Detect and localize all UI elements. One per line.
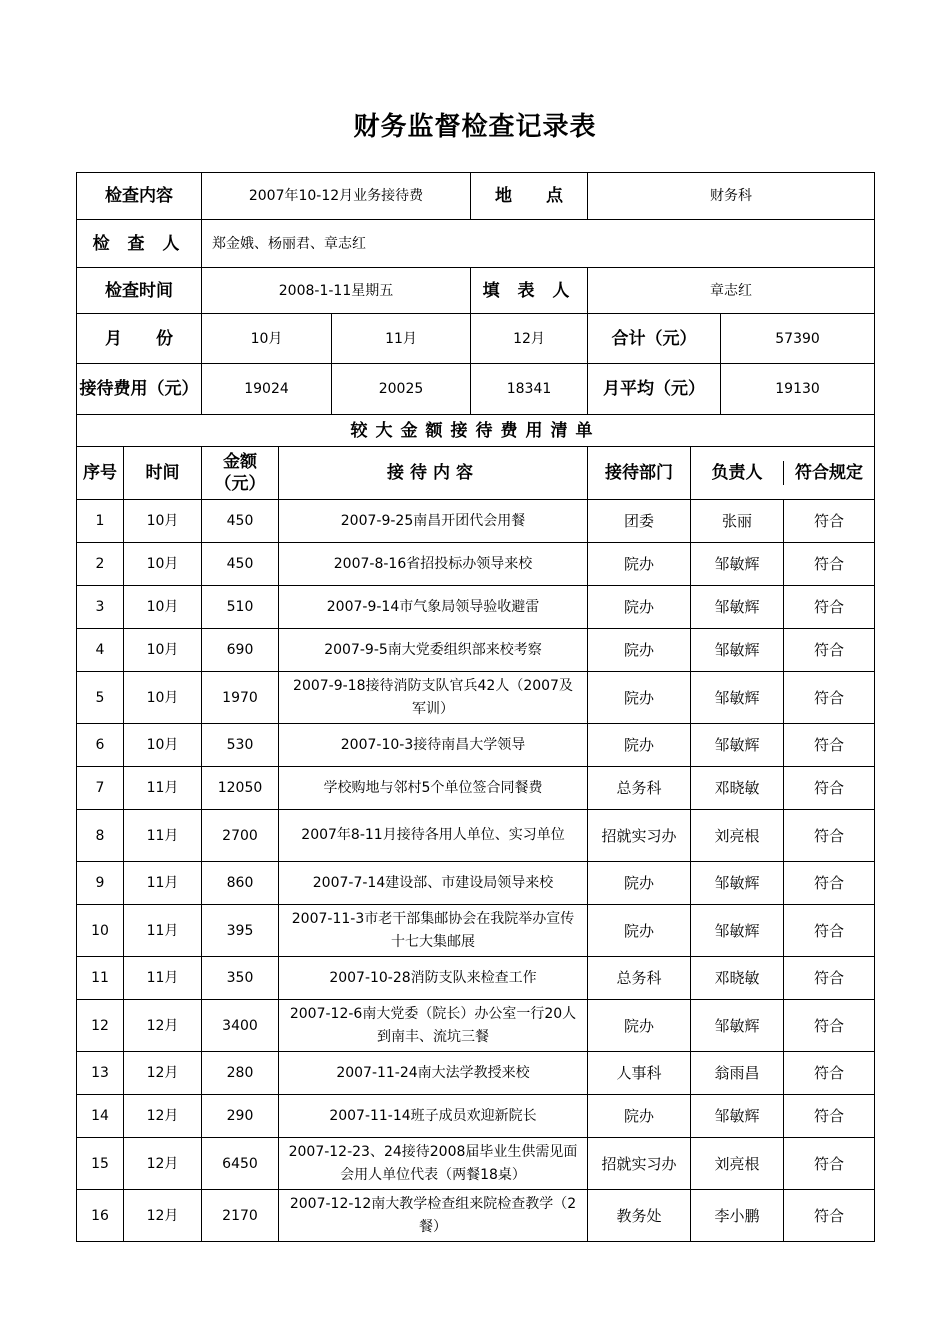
row-dept: 团委 — [588, 500, 691, 543]
row-month: 10月 — [124, 586, 202, 629]
row-content: 2007-11-3市老干部集邮协会在我院举办宣传十七大集邮展 — [279, 905, 588, 957]
row-person-ok — [691, 724, 875, 767]
row-person: 李小鹏 — [691, 1190, 784, 1241]
col-header-content: 接待内容 — [279, 447, 588, 500]
row-person-ok — [691, 767, 875, 810]
table-row — [77, 629, 875, 672]
row-ok: 符合 — [814, 1107, 845, 1125]
row-person-ok — [691, 629, 875, 672]
table-row — [77, 724, 875, 767]
row-person-ok — [691, 543, 875, 586]
inspection-table — [76, 172, 875, 1242]
row-month: 10月 — [124, 543, 202, 586]
row-no: 6 — [77, 724, 124, 767]
row-ok: 符合 — [814, 1206, 845, 1225]
row-no: 15 — [77, 1138, 124, 1190]
row-content: 2007-9-5南大党委组织部来校考察 — [279, 629, 588, 672]
table-row — [77, 810, 875, 862]
list-header-row — [77, 447, 875, 500]
page-title: 财务监督检查记录表 — [353, 112, 597, 142]
col-header-amount: 金额（元） — [202, 447, 279, 500]
row-no: 3 — [77, 586, 124, 629]
row-month: 12月 — [124, 1095, 202, 1138]
row-person-ok — [691, 1052, 875, 1095]
row-person-ok — [691, 500, 875, 543]
col-header-dept: 接待部门 — [588, 447, 691, 500]
row-content: 2007-9-14市气象局领导验收避雷 — [279, 586, 588, 629]
row-amount: 395 — [202, 905, 279, 957]
table-row — [77, 905, 875, 957]
row-content: 2007-9-25南昌开团代会用餐 — [279, 500, 588, 543]
total-value: 57390 — [721, 314, 875, 364]
row-no: 16 — [77, 1190, 124, 1242]
row-content: 2007-12-23、24接待2008届毕业生供需见面会用人单位代表（两餐18桌） — [279, 1138, 588, 1190]
row-no: 8 — [77, 810, 124, 862]
row-amount: 530 — [202, 724, 279, 767]
row-person: 刘亮根 — [691, 810, 784, 861]
row-ok: 符合 — [814, 641, 845, 659]
row-no: 7 — [77, 767, 124, 810]
check-content-label: 检查内容 — [77, 173, 202, 220]
row-ok: 符合 — [814, 688, 845, 707]
row-content: 2007-12-6南大党委（院长）办公室一行20人到南丰、流坑三餐 — [279, 1000, 588, 1052]
fee-label: 接待费用（元） — [77, 364, 202, 415]
table-row — [77, 1095, 875, 1138]
total-label: 合计（元） — [588, 314, 721, 364]
row-dept: 院办 — [588, 543, 691, 586]
row-person-ok — [691, 1190, 875, 1242]
row-person: 邹敏辉 — [691, 1000, 784, 1051]
col-header-time: 时间 — [124, 447, 202, 500]
row-no: 10 — [77, 905, 124, 957]
row-dept: 院办 — [588, 586, 691, 629]
col-header-person-ok — [691, 447, 875, 500]
row-dept: 院办 — [588, 905, 691, 957]
row-no: 4 — [77, 629, 124, 672]
row-dept: 招就实习办 — [588, 810, 691, 862]
row-person: 邓晓敏 — [691, 957, 784, 999]
row-amount: 1970 — [202, 672, 279, 724]
row-person-ok — [691, 957, 875, 1000]
row-months — [77, 314, 875, 364]
table-row — [77, 672, 875, 724]
row-month: 12月 — [124, 1138, 202, 1190]
row-person-ok — [691, 672, 875, 724]
month-label: 月 份 — [77, 314, 202, 364]
row-amount: 12050 — [202, 767, 279, 810]
row-month: 10月 — [124, 629, 202, 672]
row-amount: 6450 — [202, 1138, 279, 1190]
row-amount: 280 — [202, 1052, 279, 1095]
row-person: 邹敏辉 — [691, 672, 784, 723]
row-ok: 符合 — [814, 512, 845, 530]
row-no: 13 — [77, 1052, 124, 1095]
row-no: 2 — [77, 543, 124, 586]
row-dept: 院办 — [588, 862, 691, 905]
row-ok: 符合 — [814, 921, 845, 940]
row-person-ok — [691, 1095, 875, 1138]
row-no: 5 — [77, 672, 124, 724]
row-content: 2007年8-11月接待各用人单位、实习单位 — [279, 810, 588, 862]
row-month: 10月 — [124, 500, 202, 543]
row-dept: 院办 — [588, 672, 691, 724]
location-label: 地 点 — [471, 173, 588, 220]
row-content: 2007-11-24南大法学教授来校 — [279, 1052, 588, 1095]
row-month: 10月 — [124, 724, 202, 767]
row-no: 14 — [77, 1095, 124, 1138]
row-ok: 符合 — [814, 1016, 845, 1035]
row-dept: 总务科 — [588, 957, 691, 1000]
row-dept: 院办 — [588, 1095, 691, 1138]
row-ok: 符合 — [814, 1154, 845, 1173]
row-ok: 符合 — [814, 874, 845, 892]
row-month: 11月 — [124, 767, 202, 810]
row-person: 邓晓敏 — [691, 767, 784, 809]
row-ok: 符合 — [814, 826, 845, 845]
row-person: 邹敏辉 — [691, 1095, 784, 1137]
section-title: 较大金额接待费用清单 — [77, 415, 875, 447]
row-amount: 510 — [202, 586, 279, 629]
row-dept: 总务科 — [588, 767, 691, 810]
row-no: 1 — [77, 500, 124, 543]
col-header-person: 负责人 — [691, 461, 784, 485]
month-12: 12月 — [471, 314, 588, 364]
row-ok: 符合 — [814, 1064, 845, 1082]
row-ok: 符合 — [814, 736, 845, 754]
row-no: 11 — [77, 957, 124, 1000]
row-content: 2007-11-14班子成员欢迎新院长 — [279, 1095, 588, 1138]
row-person-ok — [691, 862, 875, 905]
row-content: 2007-10-28消防支队来检查工作 — [279, 957, 588, 1000]
row-person: 邹敏辉 — [691, 543, 784, 585]
row-content: 2007-12-12南大教学检查组来院检查教学（2餐） — [279, 1190, 588, 1242]
row-month: 12月 — [124, 1190, 202, 1242]
row-month: 11月 — [124, 862, 202, 905]
row-person: 邹敏辉 — [691, 586, 784, 628]
row-content: 2007-10-3接待南昌大学领导 — [279, 724, 588, 767]
row-dept: 教务处 — [588, 1190, 691, 1242]
location-value: 财务科 — [588, 173, 875, 220]
row-amount: 860 — [202, 862, 279, 905]
row-content: 2007-8-16省招投标办领导来校 — [279, 543, 588, 586]
check-content-value: 2007年10-12月业务接待费 — [202, 173, 471, 220]
row-person: 邹敏辉 — [691, 629, 784, 671]
filler-label: 填 表 人 — [471, 268, 588, 314]
table-row — [77, 957, 875, 1000]
inspectors-value: 郑金娥、杨丽君、章志红 — [202, 220, 875, 268]
fee-11: 20025 — [332, 364, 471, 415]
row-amount: 450 — [202, 543, 279, 586]
month-11: 11月 — [332, 314, 471, 364]
list-body — [77, 500, 875, 1242]
row-amount: 450 — [202, 500, 279, 543]
row-content: 学校购地与邻村5个单位签合同餐费 — [279, 767, 588, 810]
table-row — [77, 767, 875, 810]
row-dept: 人事科 — [588, 1052, 691, 1095]
row-person-ok — [691, 905, 875, 957]
row-month: 11月 — [124, 810, 202, 862]
fee-10: 19024 — [202, 364, 332, 415]
row-person: 邹敏辉 — [691, 724, 784, 766]
row-ok: 符合 — [814, 779, 845, 797]
row-ok: 符合 — [814, 598, 845, 616]
row-person: 张丽 — [691, 500, 784, 542]
inspectors-label: 检 查 人 — [77, 220, 202, 268]
table-row — [77, 543, 875, 586]
row-inspectors — [77, 220, 875, 268]
row-amount: 2700 — [202, 810, 279, 862]
row-amount: 3400 — [202, 1000, 279, 1052]
row-no: 12 — [77, 1000, 124, 1052]
row-month: 12月 — [124, 1052, 202, 1095]
table-row — [77, 500, 875, 543]
row-section-title — [77, 415, 875, 447]
row-ok: 符合 — [814, 969, 845, 987]
check-time-value: 2008-1-11星期五 — [202, 268, 471, 314]
row-person-ok — [691, 1138, 875, 1190]
avg-value: 19130 — [721, 364, 875, 415]
month-10: 10月 — [202, 314, 332, 364]
table-row — [77, 1052, 875, 1095]
table-row — [77, 1000, 875, 1052]
row-month: 11月 — [124, 957, 202, 1000]
row-ok: 符合 — [814, 555, 845, 573]
row-dept: 院办 — [588, 724, 691, 767]
row-person: 翁雨昌 — [691, 1052, 784, 1094]
row-check-content — [77, 173, 875, 220]
table-row — [77, 586, 875, 629]
row-dept: 院办 — [588, 1000, 691, 1052]
row-person-ok — [691, 586, 875, 629]
row-amount: 2170 — [202, 1190, 279, 1242]
row-person-ok — [691, 810, 875, 862]
row-person: 邹敏辉 — [691, 862, 784, 904]
col-header-ok: 符合规定 — [795, 463, 864, 483]
row-person: 邹敏辉 — [691, 905, 784, 956]
row-content: 2007-9-18接待消防支队官兵42人（2007及军训） — [279, 672, 588, 724]
row-amount: 690 — [202, 629, 279, 672]
table-row — [77, 1138, 875, 1190]
row-check-time — [77, 268, 875, 314]
filler-value: 章志红 — [588, 268, 875, 314]
row-content: 2007-7-14建设部、市建设局领导来校 — [279, 862, 588, 905]
row-dept: 院办 — [588, 629, 691, 672]
row-dept: 招就实习办 — [588, 1138, 691, 1190]
fee-12: 18341 — [471, 364, 588, 415]
row-person-ok — [691, 1000, 875, 1052]
table-row — [77, 1190, 875, 1242]
col-header-no: 序号 — [77, 447, 124, 500]
avg-label: 月平均（元） — [588, 364, 721, 415]
check-time-label: 检查时间 — [77, 268, 202, 314]
row-month: 11月 — [124, 905, 202, 957]
row-no: 9 — [77, 862, 124, 905]
row-amount: 350 — [202, 957, 279, 1000]
row-person: 刘亮根 — [691, 1138, 784, 1189]
row-amount: 290 — [202, 1095, 279, 1138]
row-fees — [77, 364, 875, 415]
table-row — [77, 862, 875, 905]
row-month: 10月 — [124, 672, 202, 724]
row-month: 12月 — [124, 1000, 202, 1052]
